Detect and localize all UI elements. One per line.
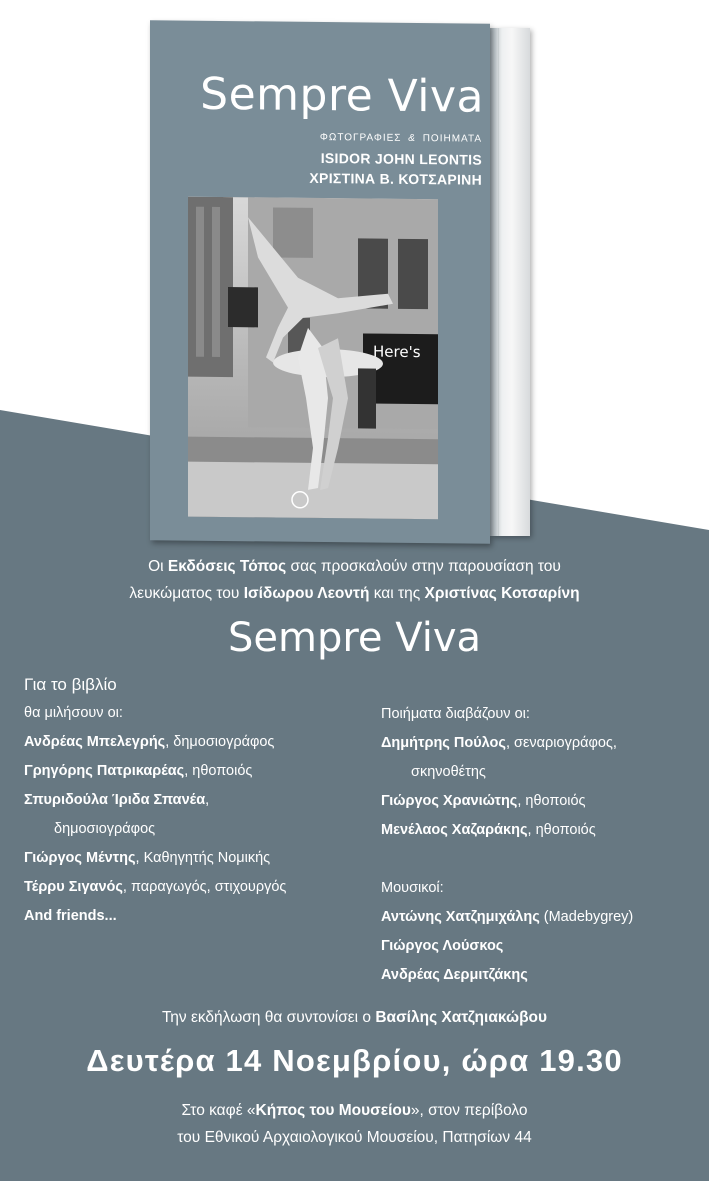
venue-name: Κήπος του Μουσείου bbox=[255, 1102, 411, 1119]
cover-author-1: ISIDOR JOHN LEONTIS bbox=[320, 150, 482, 168]
moderator-text: Την εκδήλωση θα συντονίσει ο bbox=[161, 1009, 376, 1026]
event-date: Δευτέρα 14 Νοεμβρίου, ώρα 19.30 bbox=[86, 1043, 623, 1078]
venue-info bbox=[0, 1097, 709, 1151]
cover-title: Sempre Viva bbox=[200, 68, 484, 123]
reader-name: Γιώργος Χρανιώτης bbox=[381, 793, 518, 809]
speaker-role: , Καθηγητής Νομικής bbox=[135, 850, 271, 866]
cover-sign-text: Here's bbox=[373, 342, 421, 362]
musicians-label: Μουσικοί: bbox=[381, 880, 444, 896]
speaker-item bbox=[24, 844, 364, 873]
reader-item-continued bbox=[381, 758, 701, 787]
intro-author-2: Χριστίνας Κοτσαρίνη bbox=[424, 585, 580, 602]
speaker-item bbox=[24, 873, 364, 902]
cover-subtitle-poems: ΠΟΙΗΜΑΤΑ bbox=[422, 133, 482, 145]
cover-subtitle-photos: ΦΩΤΟΓΡΑΦΙΕΣ bbox=[319, 131, 402, 144]
reader-name: Μενέλαος Χαζαράκης bbox=[381, 822, 528, 838]
readers-label: Ποιήματα διαβάζουν οι: bbox=[381, 706, 530, 722]
intro-text-3: λευκώματος του bbox=[129, 585, 244, 602]
reader-role: , σεναριογράφος, bbox=[505, 735, 617, 751]
musician-item bbox=[381, 961, 701, 990]
reader-role: , ηθοποιός bbox=[527, 822, 596, 838]
spacer bbox=[381, 845, 701, 874]
musician-name: Γιώργος Λούσκος bbox=[381, 938, 504, 954]
venue-text-2: », στον περίβολο bbox=[410, 1102, 528, 1119]
intro-author-1: Ισίδωρου Λεοντή bbox=[243, 585, 370, 602]
cover-subtitle-amp: & bbox=[408, 132, 416, 145]
venue-address: του Εθνικού Αρχαιολογικού Μουσείου, Πατησίων 44 bbox=[177, 1129, 532, 1146]
speaker-role: , bbox=[205, 792, 210, 808]
moderator-line bbox=[0, 1009, 709, 1027]
speaker-role: , ηθοποιός bbox=[184, 763, 253, 779]
speaker-item-continued bbox=[24, 815, 364, 844]
reader-role: , ηθοποιός bbox=[517, 793, 586, 809]
speaker-item bbox=[24, 757, 364, 786]
cover-author-2: ΧΡΙΣΤΙΝΑ Β. ΚΟΤΣΑΡΙΝΗ bbox=[309, 169, 482, 188]
speaker-role: , δημοσιογράφος bbox=[165, 734, 275, 750]
speaker-name: Γρηγόρης Πατρικαρέας bbox=[24, 763, 185, 779]
about-book-heading: Για το βιβλίο bbox=[24, 675, 117, 694]
reader-item bbox=[381, 816, 701, 845]
speaker-role: , παραγωγός, στιχουργός bbox=[122, 879, 287, 895]
moderator-name: Βασίλης Χατζηιακώβου bbox=[375, 1009, 548, 1026]
reader-item bbox=[381, 729, 701, 758]
speaker-item bbox=[24, 902, 364, 931]
speaker-item bbox=[24, 728, 364, 757]
musician-name: Αντώνης Χατζημιχάλης bbox=[381, 909, 540, 925]
invitation-intro bbox=[30, 553, 679, 607]
speaker-name: Τέρρυ Σιγανός bbox=[24, 879, 123, 895]
musician-role: (Madebygrey) bbox=[539, 909, 634, 925]
performers-column bbox=[381, 700, 701, 990]
event-title: Sempre Viva bbox=[227, 615, 482, 661]
reader-item bbox=[381, 787, 701, 816]
speaker-name: Ανδρέας Μπελεγρής bbox=[24, 734, 166, 750]
speaker-name: Γιώργος Μέντης bbox=[24, 850, 136, 866]
intro-text-1: Οι bbox=[148, 558, 168, 575]
speaker-name: And friends... bbox=[24, 908, 117, 924]
speaker-item bbox=[24, 786, 364, 815]
speaker-name: Σπυριδούλα Ίριδα Σπανέα bbox=[24, 792, 206, 808]
speaker-role: δημοσιογράφος bbox=[54, 821, 156, 837]
musician-item bbox=[381, 903, 701, 932]
venue-text-1: Στο καφέ « bbox=[181, 1102, 256, 1119]
musician-item bbox=[381, 932, 701, 961]
reader-role: σκηνοθέτης bbox=[411, 764, 486, 780]
musician-name: Ανδρέας Δερμιτζάκης bbox=[381, 967, 528, 983]
speakers-label: θα μιλήσουν οι: bbox=[24, 705, 123, 721]
intro-text-4: και της bbox=[369, 585, 425, 602]
reader-name: Δημήτρης Πούλος bbox=[381, 735, 506, 751]
intro-text-2: σας προσκαλούν στην παρουσίαση του bbox=[286, 558, 561, 575]
publisher-name: Εκδόσεις Τόπος bbox=[167, 558, 287, 575]
speakers-column bbox=[24, 670, 364, 931]
